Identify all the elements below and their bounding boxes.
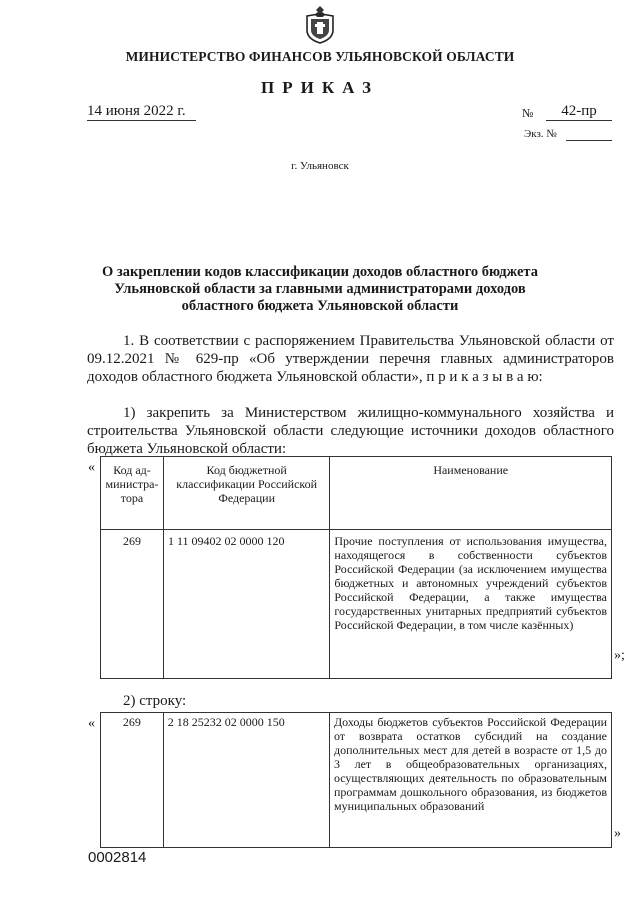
ministry-name: МИНИСТЕРСТВО ФИНАНСОВ УЛЬЯНОВСКОЙ ОБЛАСТИ — [125, 49, 515, 64]
header-admin-code — [101, 457, 164, 530]
table2-open-quote: « — [88, 716, 95, 731]
document-type: ПРИКАЗ — [261, 78, 379, 97]
title-line: Ульяновской области за главными администраторами доходов — [114, 281, 526, 297]
paragraph-3: 2) строку: — [123, 693, 187, 709]
serial-number: 0002814 — [88, 849, 147, 866]
paragraph-2: 1) закрепить за Министерством жилищно-коммунального хозяйства и строительства Ульяновской области следующие источники доходов областного бюджета Ульяновской области: — [87, 405, 614, 457]
table-row — [101, 713, 612, 848]
copy-number-line — [566, 140, 612, 141]
cell-budget-code: 1 11 09402 02 0000 120 — [163, 530, 329, 679]
header-line: Код ад- — [113, 463, 151, 477]
cell-budget-code: 2 18 25232 02 0000 150 — [163, 713, 329, 848]
number-sign: № — [522, 106, 534, 120]
cell-name: Доходы бюджетов субъектов Российской Федерации от возврата остатков субсидий на создание дополнительных мест для детей в возрасте от 1,5 до 3 лет в общеобразовательных организациях, осуществляющих деятельность по образовательным программам дошкольного образования, из бюджетов муниципальных образований — [329, 713, 611, 848]
revenue-table-2 — [100, 712, 612, 848]
copy-label: Экз. № — [524, 128, 557, 140]
paragraph-1: 1. В соответствии с распоряжением Правительства Ульяновской области от 09.12.2021 № 629-пр «Об утверждении перечня главных администраторов доходов областного бюджета Ульяновской области», п р и к а з ы в а ю: — [87, 333, 614, 385]
order-date: 14 июня 2022 г. — [87, 103, 196, 121]
order-title — [100, 264, 540, 315]
header-budget-code — [163, 457, 329, 530]
table1-close-quote: »; — [614, 648, 625, 663]
cell-admin-code: 269 — [101, 713, 164, 848]
header-line: Код бюджетной — [206, 463, 287, 477]
table-header-row — [101, 457, 612, 530]
cell-admin-code: 269 — [101, 530, 164, 679]
header-line: тора — [120, 491, 144, 505]
city: г. Ульяновск — [291, 160, 349, 172]
table-row — [101, 530, 612, 679]
header-line: министра- — [105, 477, 159, 491]
title-line: О закреплении кодов классификации доходов областного бюджета — [102, 264, 538, 280]
coat-of-arms-icon — [303, 4, 337, 44]
header-line: Федерации — [218, 491, 276, 505]
revenue-table-1 — [100, 456, 612, 679]
header-line: классификации Российской — [176, 477, 318, 491]
cell-name: Прочие поступления от использования имущества, находящегося в собственности субъектов Российской Федерации (за исключением имущества бюджетных и автономных учреждений субъектов Российской Федерации, а также имущества государственных унитарных предприятий субъектов Российской Федерации, в том числе казённых) — [330, 530, 612, 679]
table1-open-quote: « — [88, 460, 95, 475]
order-number: 42-пр — [546, 103, 612, 121]
header-name: Наименование — [330, 457, 612, 530]
table2-close-quote: » — [614, 826, 621, 841]
title-line: областного бюджета Ульяновской области — [181, 298, 459, 314]
